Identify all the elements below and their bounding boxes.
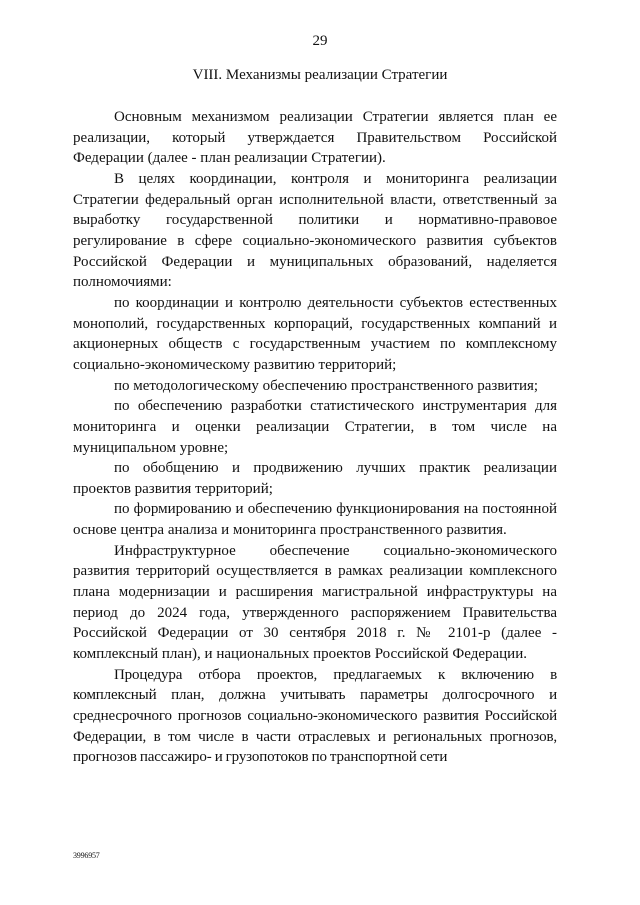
paragraph: В целях координации, контроля и мониторинга реализации Стратегии федеральный орган исполнительной власти, ответственный за выработку государственной политики и нормативно-правовое регулирование в сфере социально-экономического развития субъектов Российской Федерации и муниципальных образований, наделяется полномочиями: [73,170,557,291]
paragraph: по обеспечению разработки статистического инструментария для мониторинга и оценки реализации Стратегии, в том числе на муниципальном уровне; [73,398,557,456]
page-number: 29 [312,33,328,49]
section-heading: VIII. Механизмы реализации Стратегии [192,67,448,83]
paragraph: Процедура отбора проектов, предлагаемых к включению в комплексный план, должна учитывать параметры долгосрочного и среднесрочного прогнозов социально-экономического развития Российской Федерации, в том числе в части отраслевых и региональных прогнозов, прогнозов пассажиро- и грузопотоков по транспортной сети [73,666,557,766]
paragraph: Основным механизмом реализации Стратегии является план ее реализации, который утверждается Правительством Российской Федерации (далее - план реализации Стратегии). [73,109,557,167]
paragraph: Инфраструктурное обеспечение социально-экономического развития территорий осуществляется в рамках реализации комплексного плана модернизации и расширения магистральной инфраструктуры на период до 2024 года, утвержденного распоряжением Правительства Российской Федерации от 30 сентября 2018 г. № 2101-р (далее - комплексный план), и национальных проектов Российской Федерации. [73,542,557,663]
document-id: 3996957 [73,851,100,860]
paragraph: по методологическому обеспечению пространственного развития; [114,377,539,394]
body-text [73,107,557,768]
paragraph: по формированию и обеспечению функционирования на постоянной основе центра анализа и мониторинга пространственного развития. [73,501,557,539]
paragraph: по координации и контролю деятельности субъектов естественных монополий, государственных корпораций, государственных компаний и акционерных обществ с государственным участием по комплексному социально-экономическому развитию территорий; [73,294,557,373]
paragraph: по обобщению и продвижению лучших практик реализации проектов развития территорий; [73,460,557,497]
